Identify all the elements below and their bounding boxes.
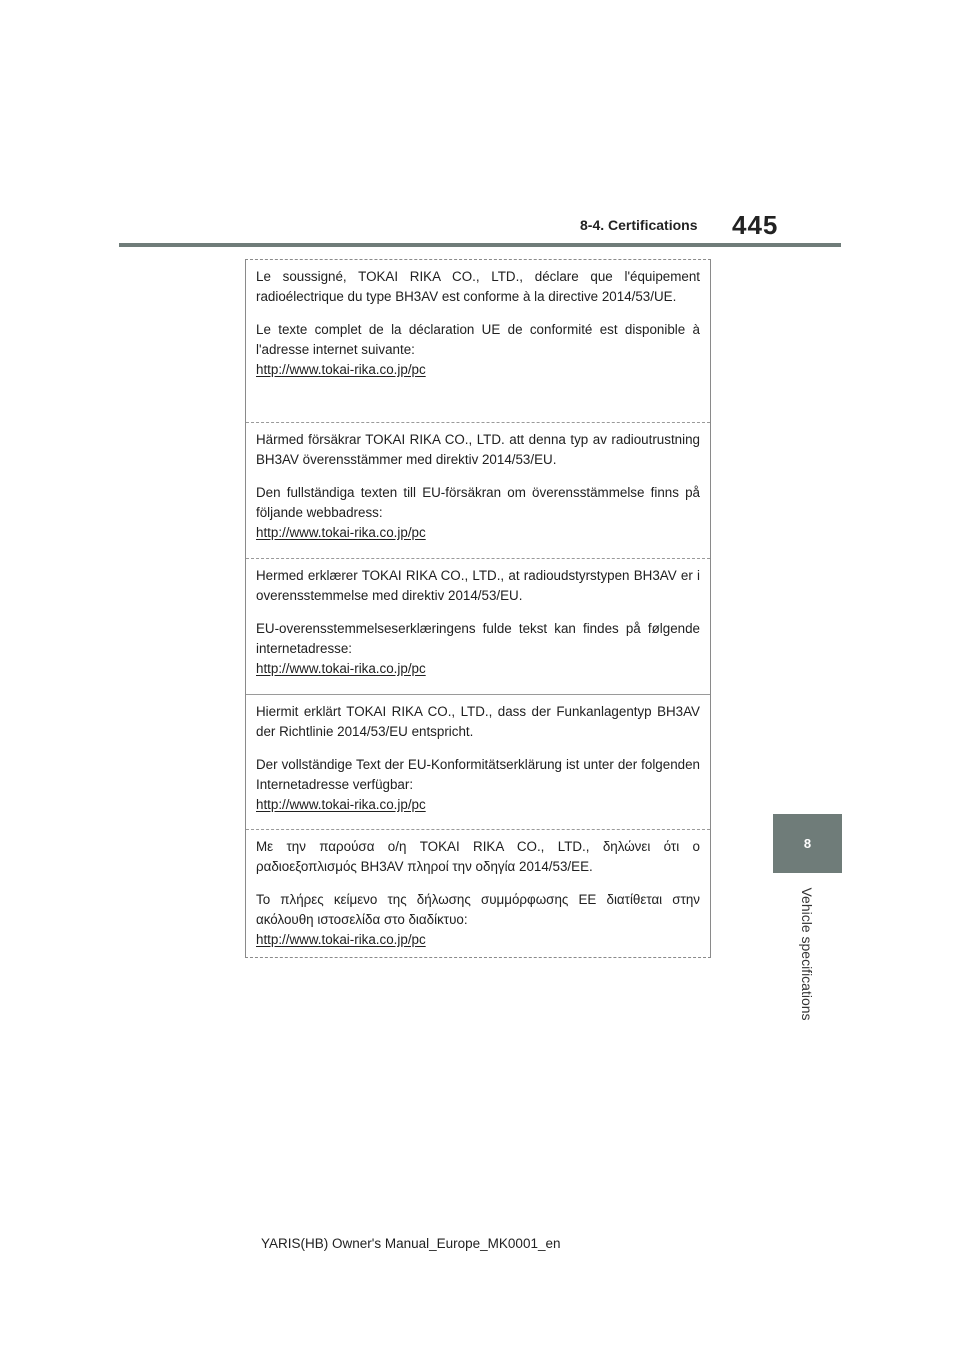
declaration-link[interactable]: http://www.tokai-rika.co.jp/pc (256, 661, 426, 676)
availability-text: EU-overensstemmelseserklæringens fulde tekst kan findes på følgende internetadresse: (256, 621, 700, 656)
availability-text: Le texte complet de la déclaration UE de conformité est disponible à l'adresse internet suivante: (256, 322, 700, 357)
chapter-tab[interactable] (773, 814, 842, 873)
declaration-statement: Hermed erklærer TOKAI RIKA CO., LTD., at radioudstyrstypen BH3AV er i overensstemmelse med direktiv 2014/53/EU. (256, 568, 700, 603)
availability-text: Το πλήρες κείμενο της δήλωσης συμμόρφωσης ΕΕ διατίθεται στην ακόλουθη ιστοσελίδα στο διαδίκτυο: (256, 892, 700, 927)
declaration-statement: Με την παρούσα ο/η TOKAI RIKA CO., LTD., δηλώνει ότι ο ραδιοεξοπλισμός BH3AV πληροί την οδηγία 2014/53/ΕΕ. (256, 839, 700, 874)
declaration-availability (256, 890, 700, 950)
declaration-french (246, 260, 710, 422)
declaration-danish (246, 558, 710, 694)
declaration-link[interactable]: http://www.tokai-rika.co.jp/pc (256, 525, 426, 540)
chapter-number: 8 (803, 836, 812, 851)
declaration-availability (256, 619, 700, 679)
declaration-statement: Hiermit erklärt TOKAI RIKA CO., LTD., dass der Funkanlagentyp BH3AV der Richtlinie 2014/53/EU entspricht. (256, 704, 700, 739)
declaration-swedish (246, 422, 710, 558)
declaration-link[interactable]: http://www.tokai-rika.co.jp/pc (256, 362, 426, 377)
manual-footer: YARIS(HB) Owner's Manual_Europe_MK0001_en (261, 1236, 561, 1251)
declaration-availability (256, 320, 700, 380)
availability-text: Der vollständige Text der EU-Konformitätserklärung ist unter der folgenden Internetadresse verfügbar: (256, 757, 700, 792)
declaration-link[interactable]: http://www.tokai-rika.co.jp/pc (256, 932, 426, 947)
declaration-link[interactable]: http://www.tokai-rika.co.jp/pc (256, 797, 426, 812)
page-number: 445 (732, 210, 779, 240)
chapter-title: Vehicle specifications (799, 887, 815, 1021)
declaration-table (245, 259, 711, 958)
declaration-greek (246, 829, 710, 957)
declaration-availability (256, 483, 700, 543)
section-title: 8-4. Certifications (580, 217, 698, 233)
declaration-availability (256, 755, 700, 815)
availability-text: Den fullständiga texten till EU-försäkran om överensstämmelse finns på följande webbadress: (256, 485, 700, 520)
header-divider (119, 243, 841, 247)
declaration-statement: Härmed försäkrar TOKAI RIKA CO., LTD. att denna typ av radioutrustning BH3AV överensstämmer med direktiv 2014/53/EU. (256, 432, 700, 467)
declaration-statement: Le soussigné, TOKAI RIKA CO., LTD., déclare que l'équipement radioélectrique du type BH3AV est conforme à la directive 2014/53/UE. (256, 269, 700, 304)
declaration-german (246, 694, 710, 829)
